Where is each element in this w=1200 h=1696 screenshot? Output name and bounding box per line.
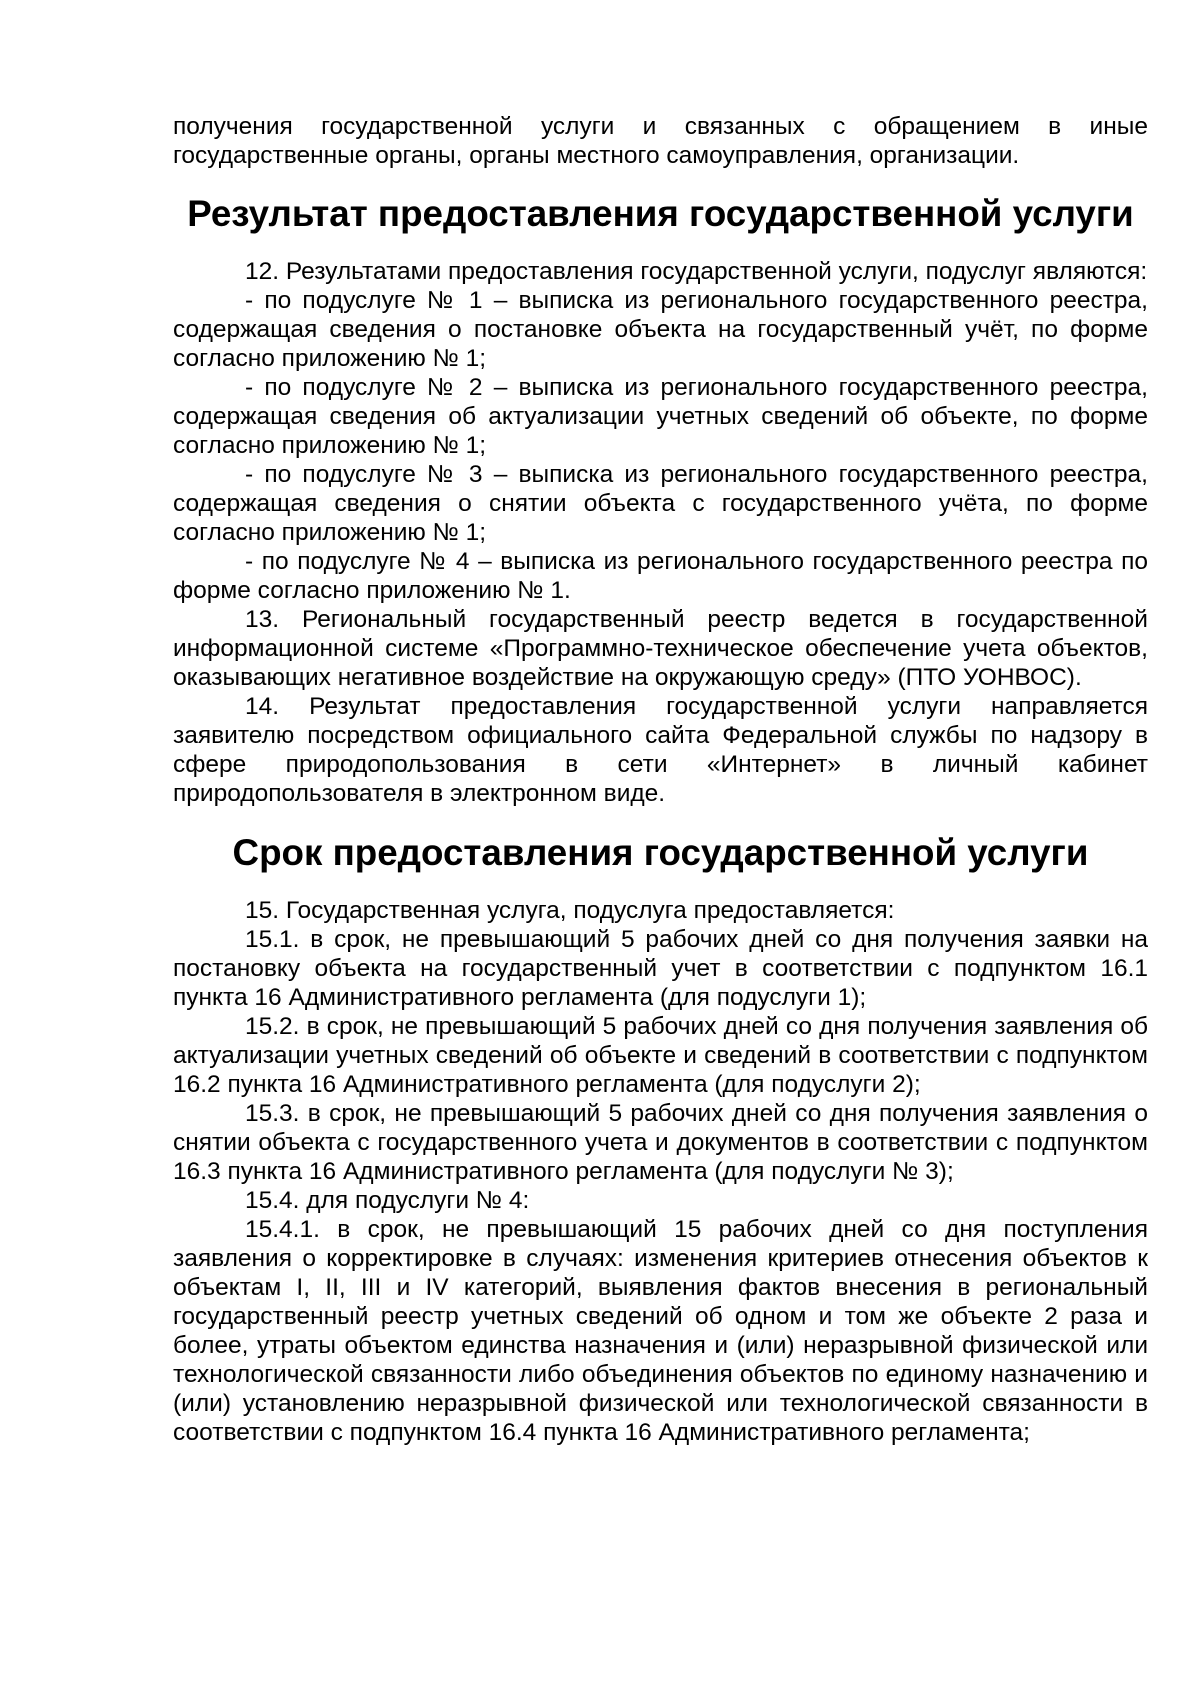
paragraph-15-4-1: 15.4.1. в срок, не превышающий 15 рабочих дней со дня поступления заявления о корректировке в случаях: изменения критериев отнесения объектов к объектам I, II, III и IV категорий, выявления фактов внесения в региональный государственный реестр учетных сведений об одном и том же объекте 2 раза и более, утраты объектом единства назначения и (или) неразрывной физической или технологической связанности либо объединения объектов по единому назначению и (или) установлению неразрывной физической или технологической связанности в соответствии с подпунктом 16.4 пункта 16 Административного регламента; [173,1216,1148,1446]
paragraph-15-2: 15.2. в срок, не превышающий 5 рабочих дней со дня получения заявления об актуализации учетных сведений об объекте и сведений в соответствии с подпунктом 16.2 пункта 16 Административного регламента (для подуслуги 2); [173,1013,1148,1098]
list-item-subservice-2: - по подуслуге № 2 – выписка из регионального государственного реестра, содержащая сведения об актуализации учетных сведений об объекте, по форме согласно приложению № 1; [173,374,1148,459]
paragraph-13: 13. Региональный государственный реестр ведется в государственной информационной системе «Программно-техническое обеспечение учета объектов, оказывающих негативное воздействие на окружающую среду» (ПТО УОНВОС). [173,606,1148,691]
document-page [173,112,1148,1447]
paragraph-14: 14. Результат предоставления государственной услуги направляется заявителю посредством официального сайта Федеральной службы по надзору в сфере природопользования в сети «Интернет» в личный кабинет природопользователя в электронном виде. [173,693,1148,807]
intro-paragraph: получения государственной услуги и связанных с обращением в иные государственные органы, органы местного самоуправления, организации. [173,113,1148,169]
section-term-body [173,896,1148,1447]
section-heading-result: Результат предоставления государственной услуги [187,193,1134,234]
paragraph-15-4: 15.4. для подуслуги № 4: [245,1187,530,1214]
section-heading-term: Срок предоставления государственной услуги [232,832,1089,873]
paragraph-15-1: 15.1. в срок, не превышающий 5 рабочих дней со дня получения заявки на постановку объекта на государственный учет в соответствии с подпунктом 16.1 пункта 16 Административного регламента (для подуслуги 1); [173,926,1148,1011]
paragraph-12: 12. Результатами предоставления государственной услуги, подуслуг являются: [245,258,1148,285]
paragraph-15: 15. Государственная услуга, подуслуга предоставляется: [245,897,895,924]
list-item-subservice-3: - по подуслуге № 3 – выписка из регионального государственного реестра, содержащая сведения о снятии объекта с государственного учёта, по форме согласно приложению № 1; [173,461,1148,546]
paragraph-15-3: 15.3. в срок, не превышающий 5 рабочих дней со дня получения заявления о снятии объекта с государственного учета и документов в соответствии с подпунктом 16.3 пункта 16 Административного регламента (для подуслуги № 3); [173,1100,1148,1185]
list-item-subservice-4: - по подуслуге № 4 – выписка из регионального государственного реестра по форме согласно приложению № 1. [173,548,1148,604]
section-result-body [173,257,1148,808]
list-item-subservice-1: - по подуслуге № 1 – выписка из регионального государственного реестра, содержащая сведения о постановке объекта на государственный учёт, по форме согласно приложению № 1; [173,287,1148,372]
